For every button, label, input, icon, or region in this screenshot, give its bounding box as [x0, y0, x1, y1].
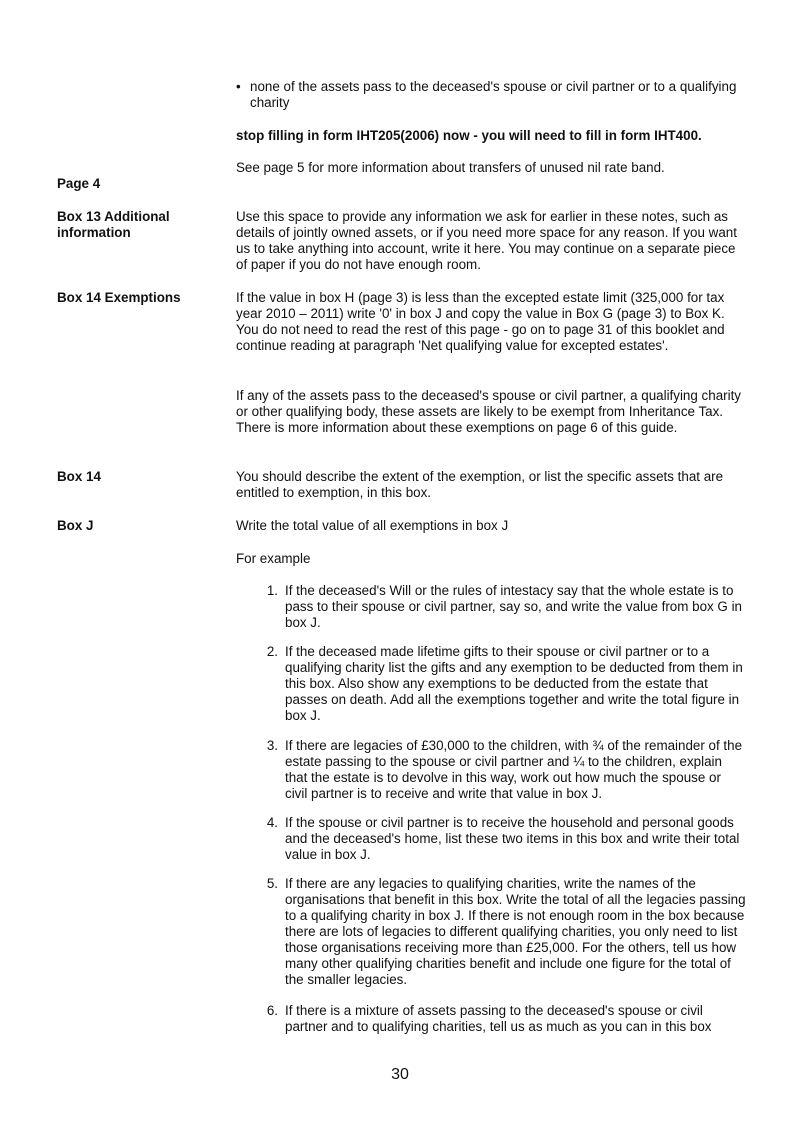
box13-label: Box 13 Additional information	[57, 209, 170, 240]
box14-text: You should describe the extent of the exemption, or list the specific assets that are entitled to exemption, in this box.	[236, 469, 724, 500]
boxj-text: Write the total value of all exemptions in box J	[236, 518, 509, 533]
example-number: 5.	[266, 876, 278, 891]
box14-label: Box 14	[57, 469, 101, 484]
boxj-label: Box J	[57, 518, 94, 533]
example-item-1	[260, 583, 746, 631]
box14-exemptions-label: Box 14 Exemptions	[57, 290, 181, 305]
example-item-2	[260, 644, 746, 724]
example-text: If the spouse or civil partner is to receive the household and personal goods and the deceased's home, list these two items in this box and write their total value in box J.	[285, 815, 740, 862]
example-number: 3.	[266, 738, 278, 753]
example-text: If there is a mixture of assets passing to the deceased's spouse or civil partner and to qualifying charities, tell us as much as you can in this box	[285, 1003, 712, 1034]
for-example: For example	[236, 551, 311, 566]
see-page-note: See page 5 for more information about transfers of unused nil rate band.	[236, 160, 665, 175]
page4-label: Page 4	[57, 176, 101, 191]
bullet-dot-icon: •	[236, 79, 241, 94]
bullet-item	[236, 79, 760, 111]
box13-text: Use this space to provide any information we ask for earlier in these notes, such as details of jointly owned assets, or if you need more space for any reason. If you want us to take anything into account, write it here. You may continue on a separate piece of paper if you do not have enough room.	[236, 209, 737, 272]
example-number: 1.	[266, 583, 278, 598]
stop-note: stop filling in form IHT205(2006) now - you will need to fill in form IHT400.	[236, 128, 702, 143]
example-text: If there are any legacies to qualifying charities, write the names of the organisations that benefit in this box. Write the total of all the legacies passing to a qualifying charity in box J. If there is not enough room in the box because there are lots of legacies to different qualifying charities, you only need to list those organisations receiving more than £25,000. For the others, tell us how many other qualifying charities benefit and include one figure for the total of the smaller legacies.	[285, 876, 746, 987]
example-text: If the deceased's Will or the rules of intestacy say that the whole estate is to pass to their spouse or civil partner, say so, and write the value from box G in box J.	[285, 583, 742, 630]
example-number: 4.	[266, 815, 278, 830]
example-number: 6.	[266, 1003, 278, 1018]
example-text: If the deceased made lifetime gifts to their spouse or civil partner or to a qualifying charity list the gifts and any exemption to be deducted from them in this box. Also show any exemptions to be deducted from the estate that passes on death. Add all the exemptions together and write the total figure in box J.	[285, 644, 743, 723]
example-item-5	[260, 876, 746, 988]
example-item-4	[260, 815, 746, 863]
box14-exemptions-text2: If any of the assets pass to the deceased's spouse or civil partner, a qualifying charity or other qualifying body, these assets are likely to be exempt from Inheritance Tax. There is more information about these exemptions on page 6 of this guide.	[236, 388, 741, 435]
example-number: 2.	[266, 644, 278, 659]
page-number: 30	[391, 1066, 409, 1083]
example-text: If there are legacies of £30,000 to the children, with ¾ of the remainder of the estate passing to the spouse or civil partner and ¼ to the children, explain that the estate is to devolve in this way, work out how much the spouse or civil partner is to receive and write that value in box J.	[285, 738, 743, 801]
box14-exemptions-text1: If the value in box H (page 3) is less than the excepted estate limit (325,000 for tax year 2010 – 2011) write '0' in box J and copy the value in Box G (page 3) to Box K. You do not need to read the rest of this page - go on to page 31 of this booklet and continue reading at paragraph 'Net qualifying value for excepted estates'.	[236, 290, 725, 353]
example-item-6	[260, 1003, 746, 1035]
bullet-text: none of the assets pass to the deceased's spouse or civil partner or to a qualifying charity	[250, 79, 737, 110]
example-item-3	[260, 738, 746, 802]
